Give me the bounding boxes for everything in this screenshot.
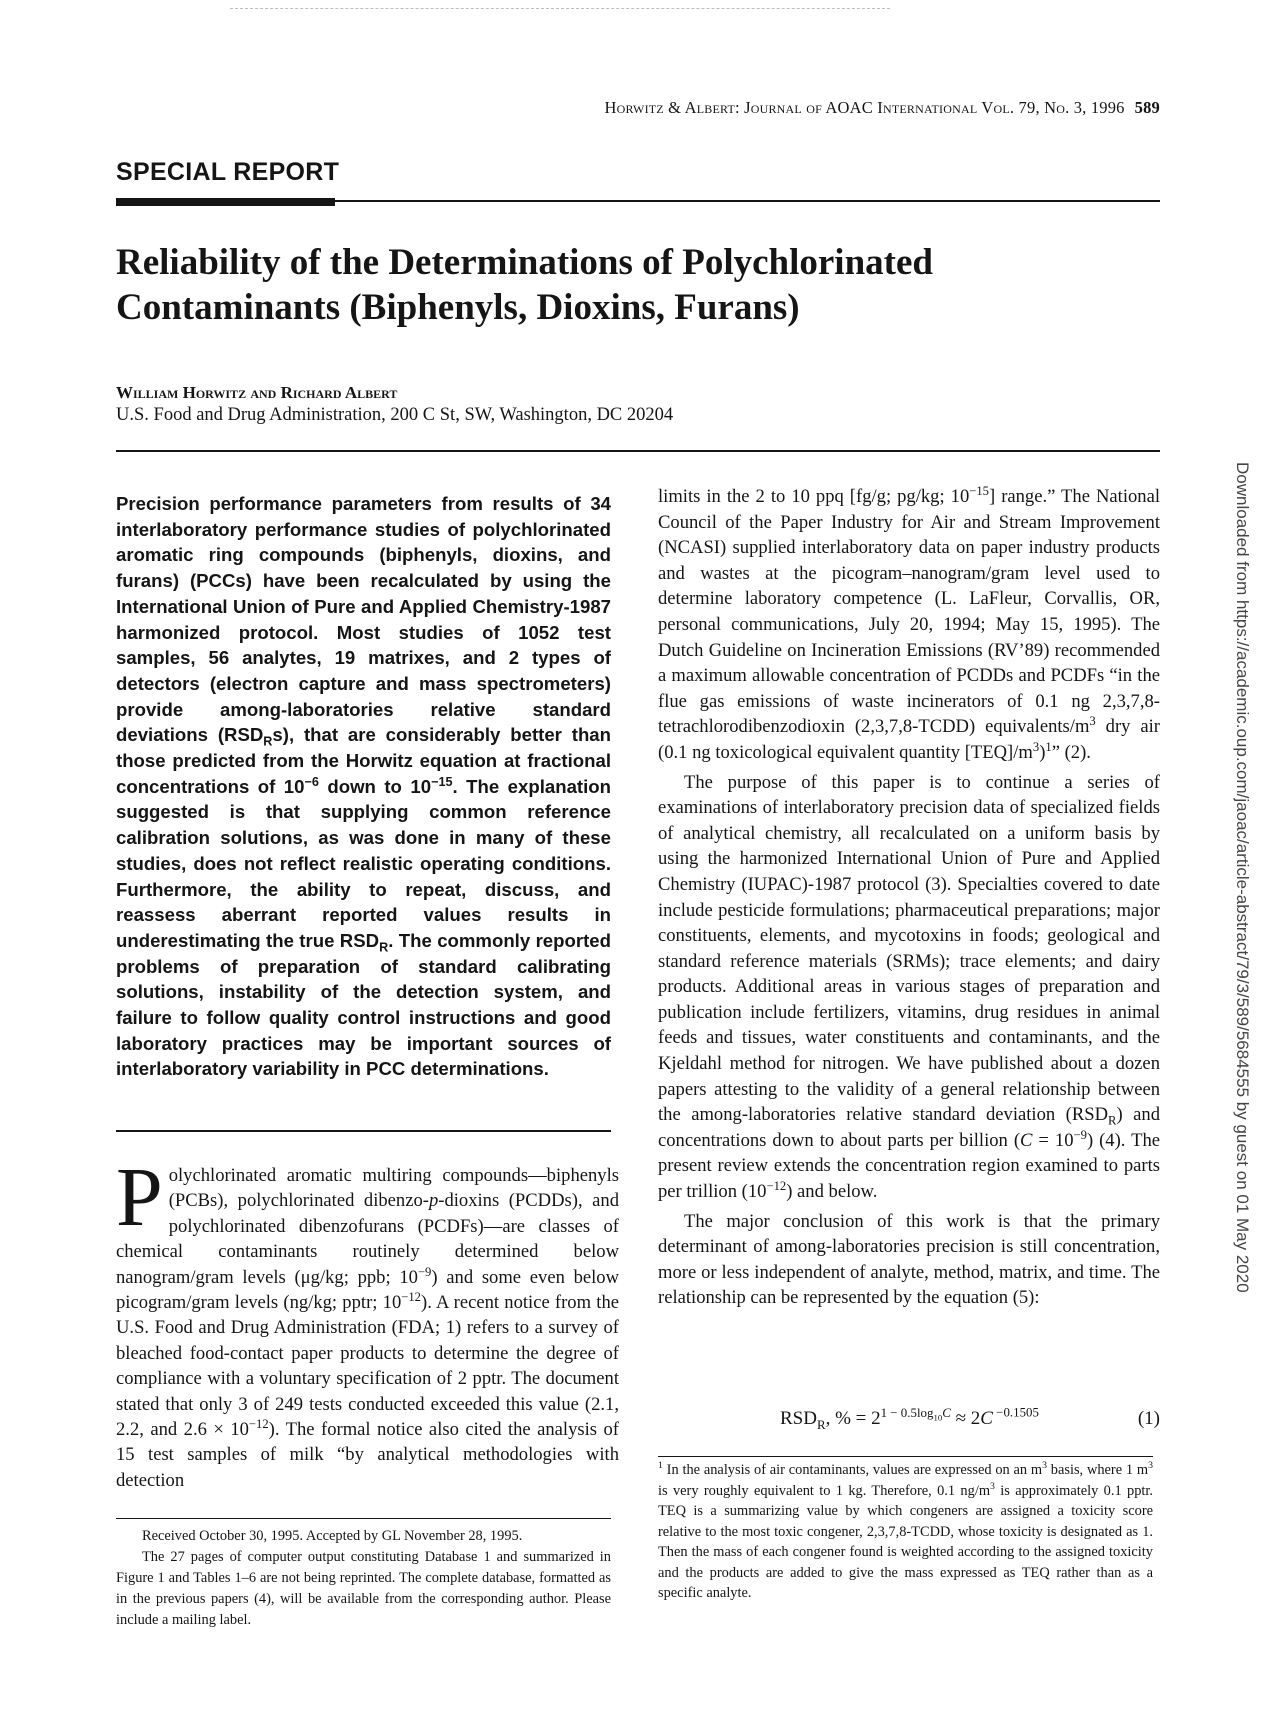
running-header <box>560 98 1160 118</box>
right-column <box>658 484 1160 1311</box>
equation-1 <box>660 1404 1160 1438</box>
section-rule-thick <box>116 198 335 206</box>
authors: William Horwitz and Richard Albert <box>116 383 398 402</box>
database-note: The 27 pages of computer output constituting Database 1 and summarized in Figure 1 and Tables 1–6 are not being reprinted. The complete database, formatted as in the previous papers (4), will be available from the corresponding author. Please include a mailing label. <box>116 1549 611 1628</box>
affiliation: U.S. Food and Drug Administration, 200 C St, SW, Washington, DC 20204 <box>116 405 674 425</box>
air-contaminants-footnote: $^1$ In the analysis of air contaminants, values are expressed on an $m^3$ basis, where 1 $m^3$ is very roughly equivalent to 1 kg. Therefore, 0.1 $ng/m^3$ is approximately 0.1 pptr. TEQ is a summarizing value by which congeners are assigned a toxicity score relative to the most toxic congener, 2,3,7,8-TCDD, whose toxicity is designated as 1. Then the mass of each congener found is weighted according to the assigned toxicity and the products are added to give the mass expressed as TEQ rather than as a specific analyte. <box>658 1460 1153 1601</box>
download-watermark <box>1232 462 1252 1292</box>
footnote-divider-right <box>658 1456 1153 1457</box>
section-label: SPECIAL REPORT <box>116 158 340 186</box>
watermark-text: Downloaded from https://academic.oup.com/jaoac/article-abstract/79/3/589/5684555 by guest on 01 May 2020 <box>1233 462 1252 1293</box>
title-line-1: Reliability of the Determinations of Polychlorinated <box>116 242 933 283</box>
scan-artifact-line <box>230 8 890 9</box>
equation-number: (1) <box>1137 1408 1160 1429</box>
received-note: Received October 30, 1995. Accepted by GL November 28, 1995. <box>142 1528 523 1544</box>
running-title: Horwitz & Albert: Journal of AOAC International Vol. 79, No. 3, 1996 <box>604 98 1125 117</box>
section-rule-thin <box>335 200 1160 202</box>
paragraph-right-2: The purpose of this paper is to continue a series of examinations of interlaboratory precision data of specialized fields of analytical chemistry, all recalculated on a uniform basis by using the harmonized International Union of Pure and Applied Chemistry (IUPAC)-1987 protocol (3). Specialties covered to date include pesticide formulations; pharmaceutical preparations; major constituents, elements, and mycotoxins in foods; geological and standard reference materials (SRMs); trace elements; and dairy products. Additional areas in various stages of preparation and publication include fertilizers, vitamins, drug residues in animal feeds and tissues, water constituents and contaminants, and the Kjeldahl method for nitrogen. We have published about a dozen papers attesting to the validity of a general relationship between the among-laboratories relative standard deviation $(RSD_R)$ and concentrations down to about parts per billion $(C = 10^{-9})$ (4). The present review extends the concentration region examined to parts per trillion $(10^{-12})$ and below. <box>658 771 1161 1203</box>
article-title <box>116 240 1076 330</box>
title-line-2: Contaminants (Biphenyls, Dioxins, Furans) <box>116 287 800 328</box>
intro-paragraph: Polychlorinated aromatic multiring compounds—biphenyls (PCBs), polychlorinated dibenzo-p-dioxins (PCDDs), and polychlorinated dibenzofurans (PCDFs)—are classes of chemical contaminants routinely determined below nanogram/gram levels (μg/kg; ppb; $10^{-9}$) and some even below picogram/gram levels (ng/kg; pptr; $10^{-12}$). A recent notice from the U.S. Food and Drug Administration (FDA; 1) refers to a survey of bleached food-contact paper products to determine the degree of compliance with a voluntary specification of 2 pptr. The document stated that only 3 of 249 tests conducted exceeded this value (2.1, 2.2, and $2.6 \times 10^{-12}$). The formal notice also cited the analysis of 15 test samples of milk “by analytical methodologies with detection <box>116 1151 620 1491</box>
paragraph-right-3: The major conclusion of this work is that the primary determinant of among-laboratories precision is still concentration, more or less independent of analyte, method, matrix, and time. The relationship can be represented by the equation (5): <box>658 1210 1160 1309</box>
abstract-divider <box>116 1130 611 1132</box>
footnote-left <box>116 1526 611 1631</box>
abstract: Precision performance parameters from results of 34 interlaboratory performance studies of polychlorinated aromatic ring compounds (biphenyls, dioxins, and furans) (PCCs) have been recalculated by using the International Union of Pure and Applied Chemistry-1987 harmonized protocol. Most studies of 1052 test samples, 56 analytes, 19 matrixes, and 2 types of detectors (electron capture and mass spectrometers) provide among-laboratories relative standard deviations $(RSD_Rs)$, that are considerably better than those predicted from the Horwitz equation at fractional concentrations of $10^{-6}$ down to $10^{-15}$. The explanation suggested is that supplying common reference calibration solutions, as was done in many of these studies, does not reflect realistic operating conditions. Furthermore, the ability to repeat, discuss, and reassess aberrant reported values results in underestimating the true $RSD_R$. The commonly reported problems of preparation of standard calibrating solutions, instability of the detection system, and failure to follow quality control instructions and good laboratory practices may be important sources of interlaboratory variability in PCC determinations. <box>116 493 612 1080</box>
drop-cap: P <box>116 1151 163 1244</box>
equation-expression: $RSD_R$, % = $2^{1 - 0.5log_{10}C} \approx 2C$ $^{-0.1505}$ <box>780 1404 1039 1432</box>
footnote-divider-left <box>116 1518 611 1519</box>
page-number: 589 <box>1134 98 1160 117</box>
paragraph-right-1: limits in the 2 to 10 ppq [fg/g; pg/kg; $10^{-15}$] range.” The National Council of the Paper Industry for Air and Stream Improvement (NCASI) supplied interlaboratory data on paper industry products and wastes at the picogram–nanogram/gram level used to determine laboratory competence (L. LaFleur, Corvallis, OR, personal communications, July 20, 1994; May 15, 1995). The Dutch Guideline on Incineration Emissions (RV’89) recommended a maximum allowable concentration of PCDDs and PCDFs “in the flue gas emissions of waste incinerators of 0.1 ng 2,3,7,8-tetrachlorodibenzodioxin (2,3,7,8-TCDD) equivalents/$m^3$ dry air (0.1 ng toxicological equivalent quantity $[TEQ]/m^3)^1$” (2). <box>658 483 1160 763</box>
footnote-right <box>658 1460 1153 1604</box>
header-divider <box>116 450 1160 452</box>
